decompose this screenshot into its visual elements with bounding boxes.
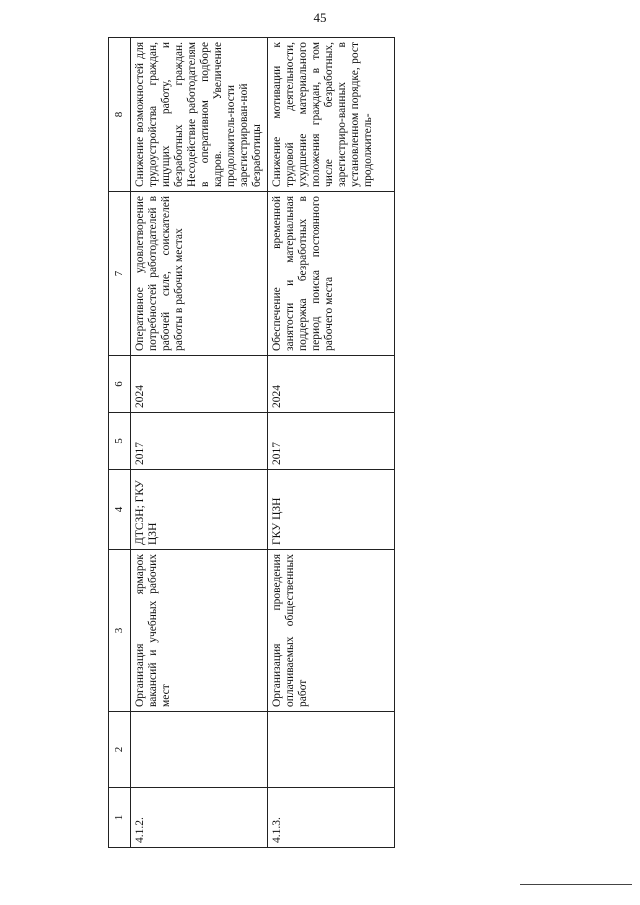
expected-result: Обеспечение временной занятости и материальная поддержка безработных в период поиска постоянного рабочего места xyxy=(268,192,395,356)
row-number: 4.1.2. xyxy=(131,788,268,848)
column-header: 4 xyxy=(109,470,131,550)
column-header: 5 xyxy=(109,413,131,470)
end-year: 2024 xyxy=(268,356,395,413)
rotated-table xyxy=(108,38,384,848)
row-col2 xyxy=(131,712,268,788)
executor: ГКУ ЦЗН xyxy=(268,470,395,550)
program-table xyxy=(108,37,395,848)
column-header: 3 xyxy=(109,550,131,712)
event-name: Организация ярмарок вакансий и учебных рабочих мест xyxy=(131,550,268,712)
row-number: 4.1.3. xyxy=(268,788,395,848)
row-col2 xyxy=(268,712,395,788)
rotated-table-frame xyxy=(108,38,384,848)
table-row xyxy=(131,38,268,848)
column-header: 2 xyxy=(109,712,131,788)
expected-result: Оперативное удовлетворение потребностей работодателей в рабочей силе, соискателей работы в рабочих местах xyxy=(131,192,268,356)
table-row xyxy=(268,38,395,848)
column-header: 6 xyxy=(109,356,131,413)
column-header: 7 xyxy=(109,192,131,356)
page-number: 45 xyxy=(313,10,327,25)
column-header-row xyxy=(109,38,131,848)
consequence: Снижение возможностей для трудоустройства граждан, ищущих работу, и безработных граждан. Несодействие работодателям в оперативном подборе кадров. Увеличение продолжитель-ности зарегистрирован-ной безработицы xyxy=(131,38,268,192)
end-year: 2024 xyxy=(131,356,268,413)
start-year: 2017 xyxy=(131,413,268,470)
event-name: Организация проведения оплачиваемых общественных работ xyxy=(268,550,395,712)
column-header: 1 xyxy=(109,788,131,848)
column-header: 8 xyxy=(109,38,131,192)
start-year: 2017 xyxy=(268,413,395,470)
consequence: Снижение мотивации к трудовой деятельности, ухудшение материального положения граждан, в том числе безработных, зарегистриро-ванных в установленном порядке, рост продолжитель- xyxy=(268,38,395,192)
executor: ДТСЗН; ГКУ ЦЗН xyxy=(131,470,268,550)
footer-rule xyxy=(520,884,632,885)
